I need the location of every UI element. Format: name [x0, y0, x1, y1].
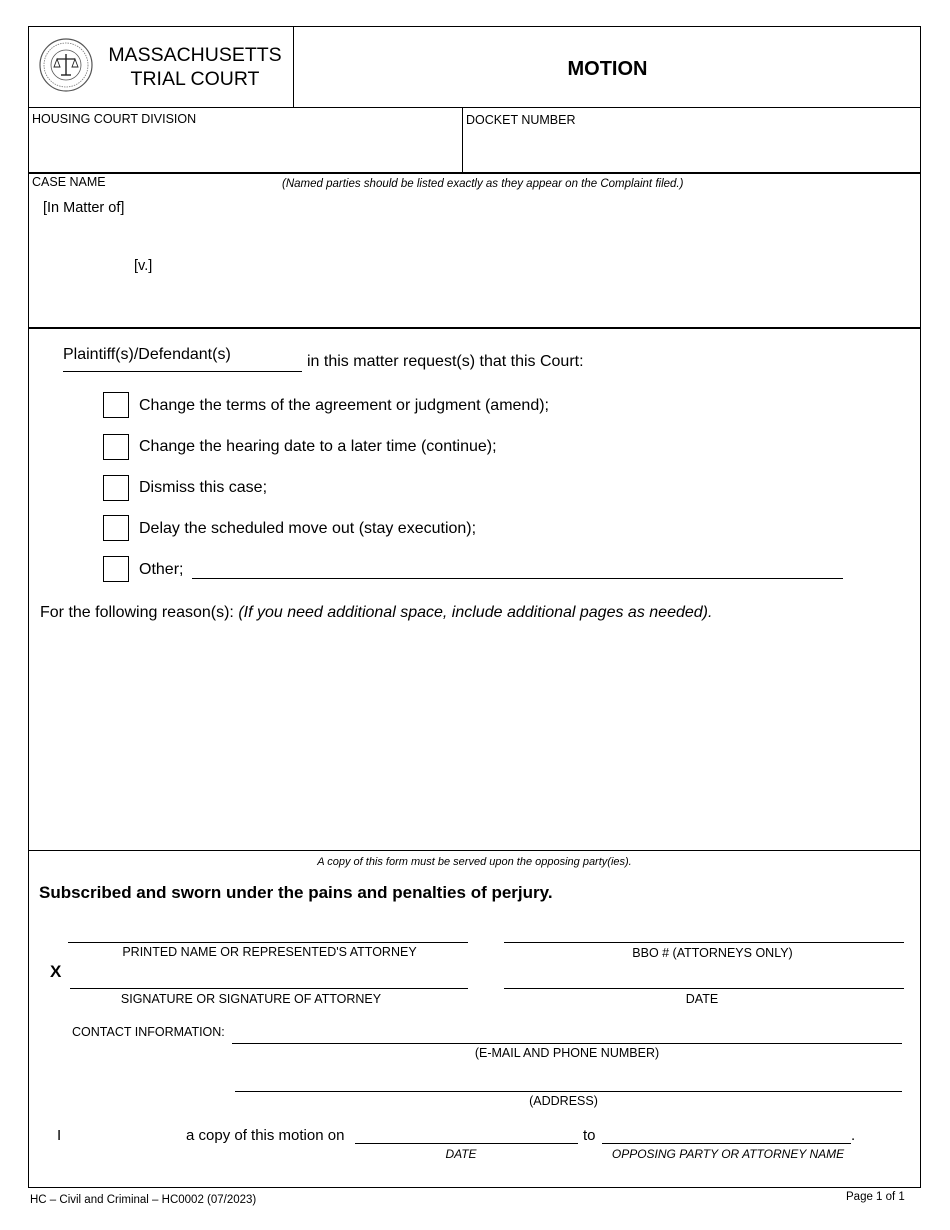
option-amend: Change the terms of the agreement or judgment (amend); [139, 397, 549, 414]
cert-date-field[interactable] [355, 1143, 578, 1144]
email-phone-label: (E-MAIL AND PHONE NUMBER) [474, 1046, 660, 1060]
bbo-field[interactable] [504, 942, 904, 943]
cert-party-field[interactable] [602, 1143, 851, 1144]
bbo-label: BBO # (ATTORNEYS ONLY) [632, 946, 793, 960]
cert-text: a copy of this motion on [186, 1127, 345, 1144]
email-phone-field[interactable] [232, 1043, 902, 1044]
docket-label: DOCKET NUMBER [466, 113, 576, 127]
address-field[interactable] [235, 1091, 902, 1092]
case-name-bottom-rule [28, 327, 921, 329]
date-field[interactable] [504, 988, 904, 989]
party-field[interactable] [63, 346, 302, 372]
contact-label: CONTACT INFORMATION: [72, 1025, 225, 1039]
request-intro: in this matter request(s) that this Court: [307, 353, 584, 370]
checkbox-stay[interactable] [103, 515, 129, 541]
court-line-2: TRIAL COURT [130, 68, 260, 90]
case-name-note: (Named parties should be listed exactly as they appear on the Complaint filed.) [282, 178, 684, 190]
signature-label: SIGNATURE OR SIGNATURE OF ATTORNEY [120, 992, 382, 1006]
checkbox-dismiss[interactable] [103, 475, 129, 501]
case-name-label: CASE NAME [32, 175, 106, 189]
printed-name-label: PRINTED NAME OR REPRESENTED'S ATTORNEY [122, 945, 417, 959]
checkbox-amend[interactable] [103, 392, 129, 418]
reasons-bottom-rule [28, 850, 921, 851]
page-number: Page 1 of 1 [846, 1191, 905, 1203]
versus-label: [v.] [134, 258, 153, 274]
reasons-field[interactable] [32, 630, 917, 845]
reasons-note: (If you need additional space, include additional pages as needed). [238, 604, 713, 621]
division-field[interactable] [30, 128, 460, 170]
sworn-statement: Subscribed and sworn under the pains and penalties of perjury. [39, 883, 553, 902]
date-label: DATE [685, 992, 719, 1006]
address-label: (ADDRESS) [529, 1094, 598, 1108]
court-line-1: MASSACHUSETTS [108, 44, 282, 66]
other-field[interactable] [192, 578, 843, 579]
option-other: Other; [139, 561, 184, 578]
division-bottom-rule [28, 172, 921, 174]
reasons-line [40, 604, 712, 622]
option-dismiss: Dismiss this case; [139, 479, 268, 496]
court-seal [39, 38, 93, 92]
cert-date-label: DATE [445, 1147, 477, 1161]
form-title: MOTION [567, 58, 648, 80]
option-stay: Delay the scheduled move out (stay execution); [139, 520, 477, 537]
cert-party-label: OPPOSING PARTY OR ATTORNEY NAME [611, 1147, 845, 1161]
division-docket-divider [462, 107, 463, 172]
checkbox-other[interactable] [103, 556, 129, 582]
case-name-field[interactable] [30, 196, 919, 324]
printed-name-field[interactable] [68, 942, 468, 943]
in-matter-of: [In Matter of] [43, 200, 125, 216]
header-bottom-rule [28, 107, 921, 108]
cert-to: to [583, 1127, 596, 1144]
cert-period: . [851, 1127, 856, 1144]
service-note: A copy of this form must be served upon the opposing party(ies). [317, 856, 632, 868]
docket-field[interactable] [464, 128, 919, 170]
reasons-label: For the following reason(s): [40, 604, 234, 621]
seal-icon [39, 38, 93, 92]
checkbox-continue[interactable] [103, 434, 129, 460]
signature-x: X [50, 962, 62, 981]
cert-i: I [57, 1127, 62, 1144]
signature-field[interactable] [70, 988, 468, 989]
party-value: Plaintiff(s)/Defendant(s) [63, 346, 231, 363]
division-label: HOUSING COURT DIVISION [32, 112, 197, 126]
option-continue: Change the hearing date to a later time (continue); [139, 438, 497, 455]
court-name [100, 43, 290, 91]
form-id: HC – Civil and Criminal – HC0002 (07/2023) [30, 1194, 257, 1206]
